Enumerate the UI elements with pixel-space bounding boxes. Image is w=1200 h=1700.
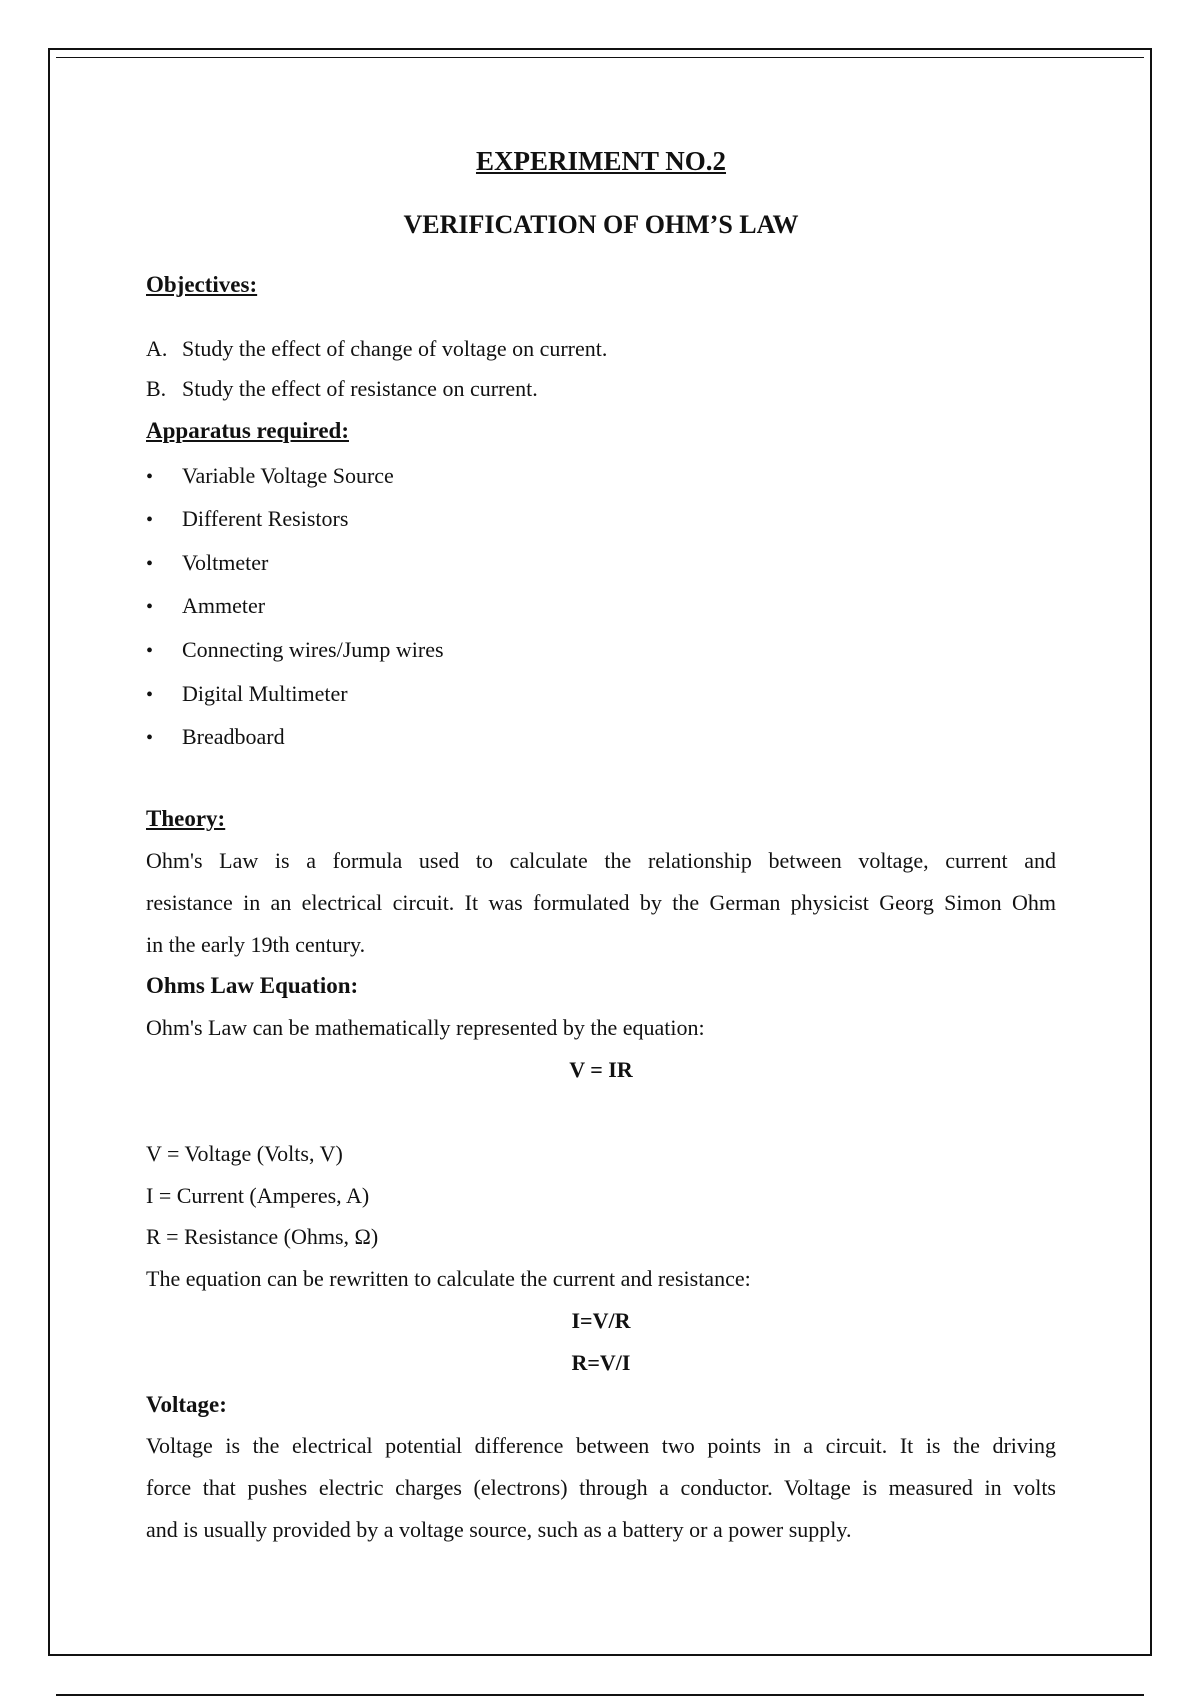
bullet-icon: • [146, 509, 154, 531]
experiment-number [146, 146, 1056, 177]
apparatus-item [146, 593, 265, 619]
objective-marker: A. [146, 336, 168, 361]
ohms-law-equation: V = IR [569, 1057, 633, 1082]
apparatus-item [146, 463, 394, 489]
bullet-icon: • [146, 466, 154, 488]
apparatus-item-text: Different Resistors [182, 506, 349, 531]
experiment-title: VERIFICATION OF OHM’S LAW [403, 210, 799, 239]
objective-marker: B. [146, 376, 167, 401]
apparatus-item-text: Connecting wires/Jump wires [182, 637, 444, 662]
apparatus-item [146, 506, 348, 532]
apparatus-item-text: Ammeter [182, 593, 266, 618]
voltage-heading: Voltage: [146, 1392, 227, 1417]
theory-paragraph [146, 840, 1056, 966]
apparatus-item [146, 637, 444, 663]
theory-line: Ohm's Law is a formula used to calculate the relationship between voltage, current and [146, 848, 1056, 873]
voltage-line: force that pushes electric charges (electrons) through a conductor. Voltage is measured in volts [146, 1475, 1056, 1500]
resistance-equation: R=V/I [571, 1350, 631, 1375]
apparatus-item [146, 724, 285, 750]
definition-current: I = Current (Amperes, A) [146, 1183, 370, 1208]
apparatus-item [146, 550, 268, 576]
objective-item [146, 336, 607, 362]
experiment-number-text: EXPERIMENT NO.2 [475, 146, 727, 176]
theory-line: in the early 19th century. [146, 932, 366, 957]
footer-rule [56, 1694, 1144, 1696]
objectives-heading: Objectives: [146, 272, 258, 297]
definition-voltage: V = Voltage (Volts, V) [146, 1141, 343, 1166]
apparatus-item-text: Digital Multimeter [182, 681, 348, 706]
current-equation: I=V/R [571, 1308, 631, 1333]
voltage-line: and is usually provided by a voltage source, such as a battery or a power supply. [146, 1517, 852, 1542]
apparatus-heading: Apparatus required: [146, 418, 349, 443]
objective-text: Study the effect of resistance on current. [182, 376, 538, 401]
objective-text: Study the effect of change of voltage on current. [182, 336, 608, 361]
apparatus-item-text: Voltmeter [182, 550, 269, 575]
voltage-line: Voltage is the electrical potential difference between two points in a circuit. It is the driving [146, 1433, 1056, 1458]
bullet-icon: • [146, 596, 154, 618]
equation-intro: Ohm's Law can be mathematically represented by the equation: [146, 1015, 705, 1040]
theory-line: resistance in an electrical circuit. It was formulated by the German physicist Georg Simon Ohm [146, 890, 1056, 915]
equation-heading: Ohms Law Equation: [146, 973, 359, 998]
rewrite-intro: The equation can be rewritten to calculate the current and resistance: [146, 1266, 751, 1291]
bullet-icon: • [146, 640, 154, 662]
bullet-icon: • [146, 684, 154, 706]
bullet-icon: • [146, 553, 154, 575]
apparatus-item-text: Variable Voltage Source [182, 463, 394, 488]
objective-item [146, 376, 538, 402]
apparatus-item [146, 681, 348, 707]
theory-heading: Theory: [146, 806, 226, 831]
page-border-inner-rule [56, 57, 1144, 58]
definition-resistance: R = Resistance (Ohms, Ω) [146, 1224, 379, 1249]
apparatus-item-text: Breadboard [182, 724, 285, 749]
bullet-icon: • [146, 727, 154, 749]
voltage-paragraph [146, 1425, 1056, 1551]
